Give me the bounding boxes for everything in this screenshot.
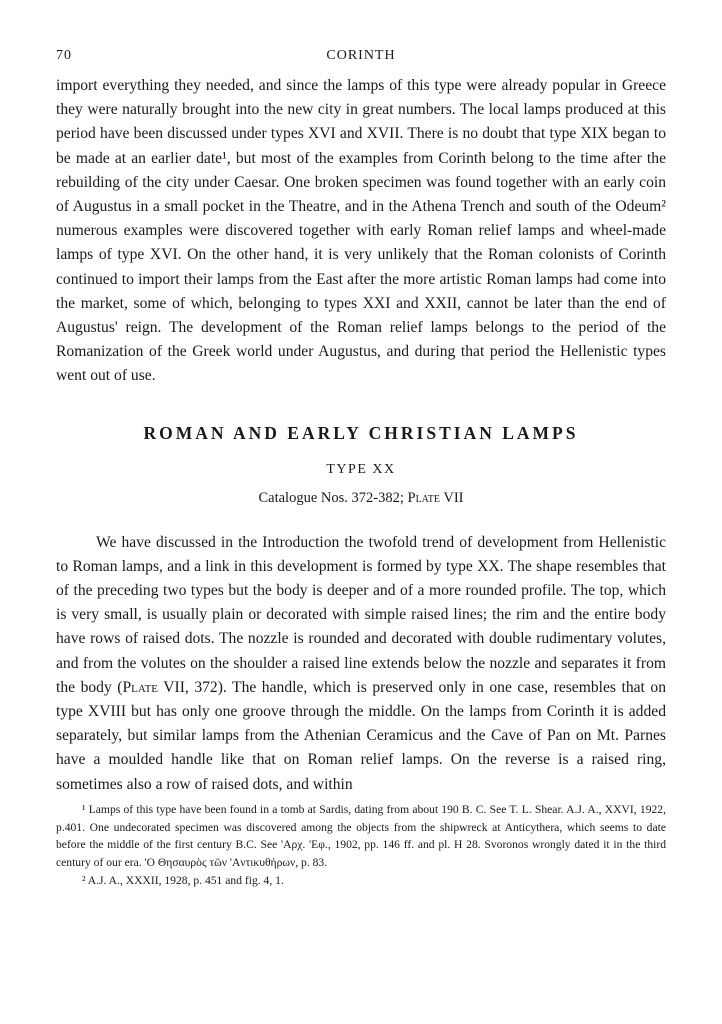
running-header (56, 48, 666, 74)
footnotes (56, 801, 666, 890)
plate-reference: Plate VII, 372 (122, 678, 218, 696)
section-title: ROMAN AND EARLY CHRISTIAN LAMPS (143, 422, 579, 443)
page-number: 70 (56, 48, 72, 63)
catalogue-line (56, 490, 666, 507)
type-heading: TYPE XX (326, 461, 396, 477)
footnote-2: ² A.J. A., XXXII, 1928, p. 451 and fig. 4, 1. (82, 874, 284, 888)
footnote-1: ¹ Lamps of this type have been found in a tomb at Sardis, dating from about 190 B. C. See T. L. Shear. A.J. A., XXVI, 1922, p.401. One undecorated specimen was discovered among the objects from the shipwreck at Anticythera, which seems to date before the middle of the first century B.C. See 'Aρχ. 'Eφ., 1902, pp. 146 ff. and pl. H 28. Svoronos wrongly dated it in the third century of our era. 'O Θησαυρὸς τῶν 'Aντικυθήρων, p. 83. (56, 802, 666, 870)
page (56, 48, 666, 890)
paragraph-2-part2: ). The handle, which is preserved only in one case, resembles that on type XVIII but has only one groove through the middle. On the lamps from Corinth it is added separately, but similar lamps from the Athenian Ceramicus and the Cave of Pan on Mt. Parnes have a moulded handle like that on Roman relief lamps. On the reverse is a raised ring, sometimes also a row of raised dots, and within (56, 678, 666, 793)
body-text (56, 74, 666, 890)
catalogue-plate: Plate VII (407, 489, 464, 506)
catalogue-text: Catalogue Nos. 372-382; (258, 489, 404, 506)
running-title: CORINTH (326, 48, 396, 63)
paragraph-1: import everything they needed, and since the lamps of this type were already popular in Greece they were naturally brought into the new city in great numbers. The local lamps produced at this period have been discussed under types XVI and XVII. There is no doubt that type XIX began to be made at an earlier date¹, but most of the examples from Corinth belong to the time after the rebuilding of the city under Caesar. One broken specimen was found together with an early coin of Augustus in a small pocket in the Theatre, and in the Athena Trench and south of the Odeum² numerous examples were discovered together with early Roman relief lamps and wheel-made lamps of type XVI. On the other hand, it is very unlikely that the Roman colonists of Corinth continued to import their lamps from the East after the more artistic Roman lamps had come into the market, some of which, belonging to types XXI and XXII, cannot be later than the end of Augustus' reign. The development of the Roman relief lamps belongs to the period of the Romanization of the Greek world under Augustus, and during that period the Hellenistic types went out of use. (56, 77, 666, 385)
paragraph-2 (56, 531, 666, 797)
paragraph-2-part1: We have discussed in the Introduction the twofold trend of development from Hellenistic to Roman lamps, and a link in this development is formed by type XX. The shape resembles that of the preceding two types but the body is deeper and of a more rounded profile. The top, which is very small, is usually plain or decorated with simple raised lines; the rim and the entire body have rows of raised dots. The nozzle is rounded and decorated with double rudimentary volutes, and from the volutes on the shoulder a raised line extends below the nozzle and separates it from the body ( (56, 533, 666, 696)
